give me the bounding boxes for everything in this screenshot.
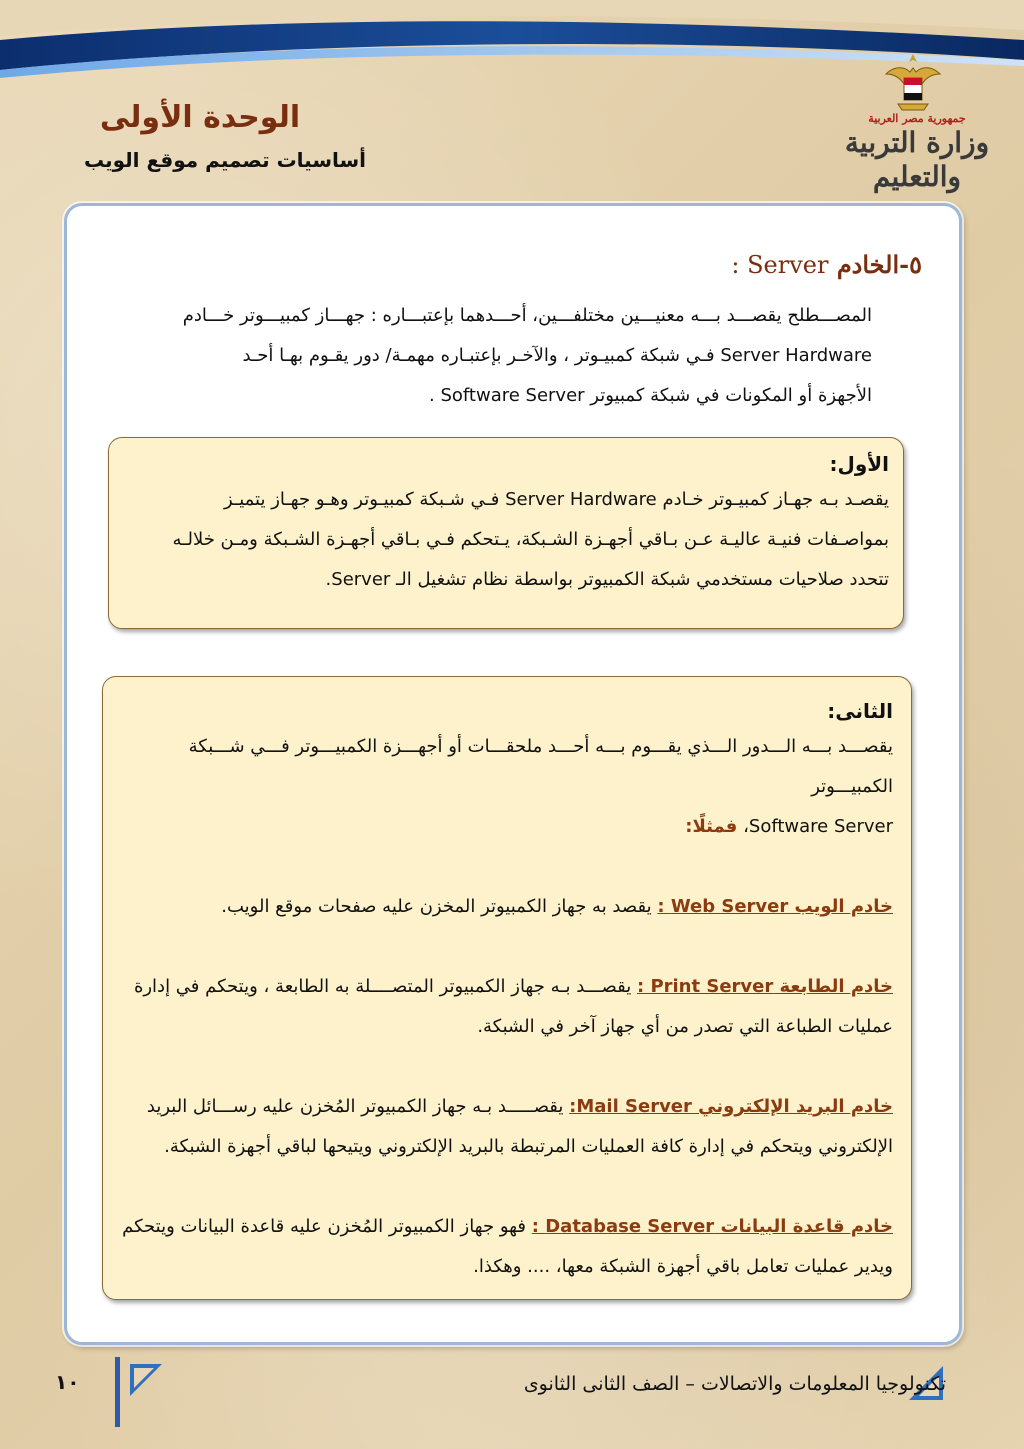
print-server-item bbox=[121, 967, 893, 1007]
example-label: فمثلًا: bbox=[685, 816, 738, 837]
first-box-line: بمواصـفات فنيـة عاليـة عـن بـاقي أجهـزة الشـبكة، يـتحكم فـي بـاقي أجهـزة الشـبكة ومـن خلالـه bbox=[172, 529, 889, 550]
first-box-line: تتحدد صلاحيات مستخدمي شبكة الكمبيوتر بواسطة نظام تشغيل الـ Server. bbox=[325, 569, 889, 590]
section-term: Server : bbox=[731, 251, 829, 279]
first-meaning-box bbox=[108, 437, 904, 629]
ministry-logo bbox=[822, 112, 1012, 193]
software-server-text: Software Server، bbox=[743, 816, 893, 837]
corner-triangle-icon bbox=[128, 1362, 164, 1398]
database-server-desc-cont: ويدير عمليات تعامل باقي أجهزة الشبكة معها، .... وهكذا. bbox=[473, 1256, 893, 1277]
web-server-desc: يقصد به جهاز الكمبيوتر المخزن عليه صفحات موقع الويب. bbox=[221, 896, 652, 917]
mail-server-item bbox=[121, 1087, 893, 1127]
database-server-item bbox=[121, 1207, 893, 1247]
second-box-intro-cont bbox=[121, 807, 893, 847]
ministry-country-text: جمهورية مصر العربية bbox=[868, 112, 966, 125]
intro-line: المصـــطلح يقصـــد بـــه معنيـــين مختلفـــين، أحـــدهما بإعتبـــاره : جهـــاز كمبيـــوتر خـــادم bbox=[182, 305, 872, 326]
web-server-item bbox=[121, 887, 893, 927]
intro-paragraph bbox=[132, 296, 872, 416]
footer-course-text: تكنولوجيا المعلومات والاتصالات – الصف الثانى الثانوى bbox=[523, 1373, 946, 1395]
print-server-desc-cont: عمليات الطباعة التي تصدر من أي جهاز آخر في الشبكة. bbox=[477, 1016, 893, 1037]
footer-divider bbox=[115, 1357, 120, 1427]
second-meaning-box bbox=[102, 676, 912, 1300]
first-box-line: يقصـد بـه جهـاز كمبيـوتر خـادم Server Hardware فـي شـبكة كمبيـوتر وهـو جهـاز يتميـز bbox=[224, 489, 889, 510]
second-box-intro: يقصـــد بـــه الـــدور الـــذي يقـــوم بـــه أحـــد ملحقـــات أو أجهـــزة الكمبيـــوتر فـــي شـــبكة الكمبيـــوتر bbox=[188, 736, 893, 797]
eagle-emblem-icon bbox=[880, 48, 946, 114]
web-server-term: خادم الويب Web Server : bbox=[657, 896, 893, 917]
mail-server-desc-cont: الإلكتروني ويتحكم في إدارة كافة العمليات المرتبطة بالبريد الإلكتروني ويتيحها لباقي أجهزة الشبكة. bbox=[164, 1136, 893, 1157]
first-box-title: الأول: bbox=[829, 452, 889, 476]
database-server-term: خادم قاعدة البيانات Database Server : bbox=[531, 1216, 893, 1237]
print-server-term: خادم الطابعة Print Server : bbox=[636, 976, 893, 997]
ministry-name-text: وزارة التربية والتعليم bbox=[844, 126, 990, 193]
mail-server-desc: يقصـــــد بـه جهاز الكمبيوتر المُخزن عليه رســـائل البريد bbox=[146, 1096, 564, 1117]
print-server-desc: يقصـــد بـه جهاز الكمبيوتر المتصــــلة به الطابعة ، ويتحكم في إدارة bbox=[133, 976, 632, 997]
page-number: ١٠ bbox=[55, 1370, 80, 1394]
mail-server-term: خادم البريد الإلكتروني Mail Server: bbox=[569, 1096, 893, 1117]
section-heading bbox=[731, 250, 922, 279]
intro-line: Server Hardware فـي شبكة كمبيـوتر ، والآخـر بإعتبـاره مهمـة/ دور يقـوم بهـا أحـد bbox=[242, 345, 872, 366]
unit-subtitle: أساسيات تصميم موقع الويب bbox=[83, 148, 367, 172]
intro-line: الأجهزة أو المكونات في شبكة كمبيوتر Software Server . bbox=[429, 385, 872, 406]
unit-title: الوحدة الأولى bbox=[99, 100, 301, 135]
second-box-title: الثانى: bbox=[827, 699, 893, 723]
database-server-desc: فهو جهاز الكمبيوتر المُخزن عليه قاعدة البيانات ويتحكم bbox=[122, 1216, 527, 1237]
section-number: ٥-الخادم bbox=[836, 250, 922, 279]
